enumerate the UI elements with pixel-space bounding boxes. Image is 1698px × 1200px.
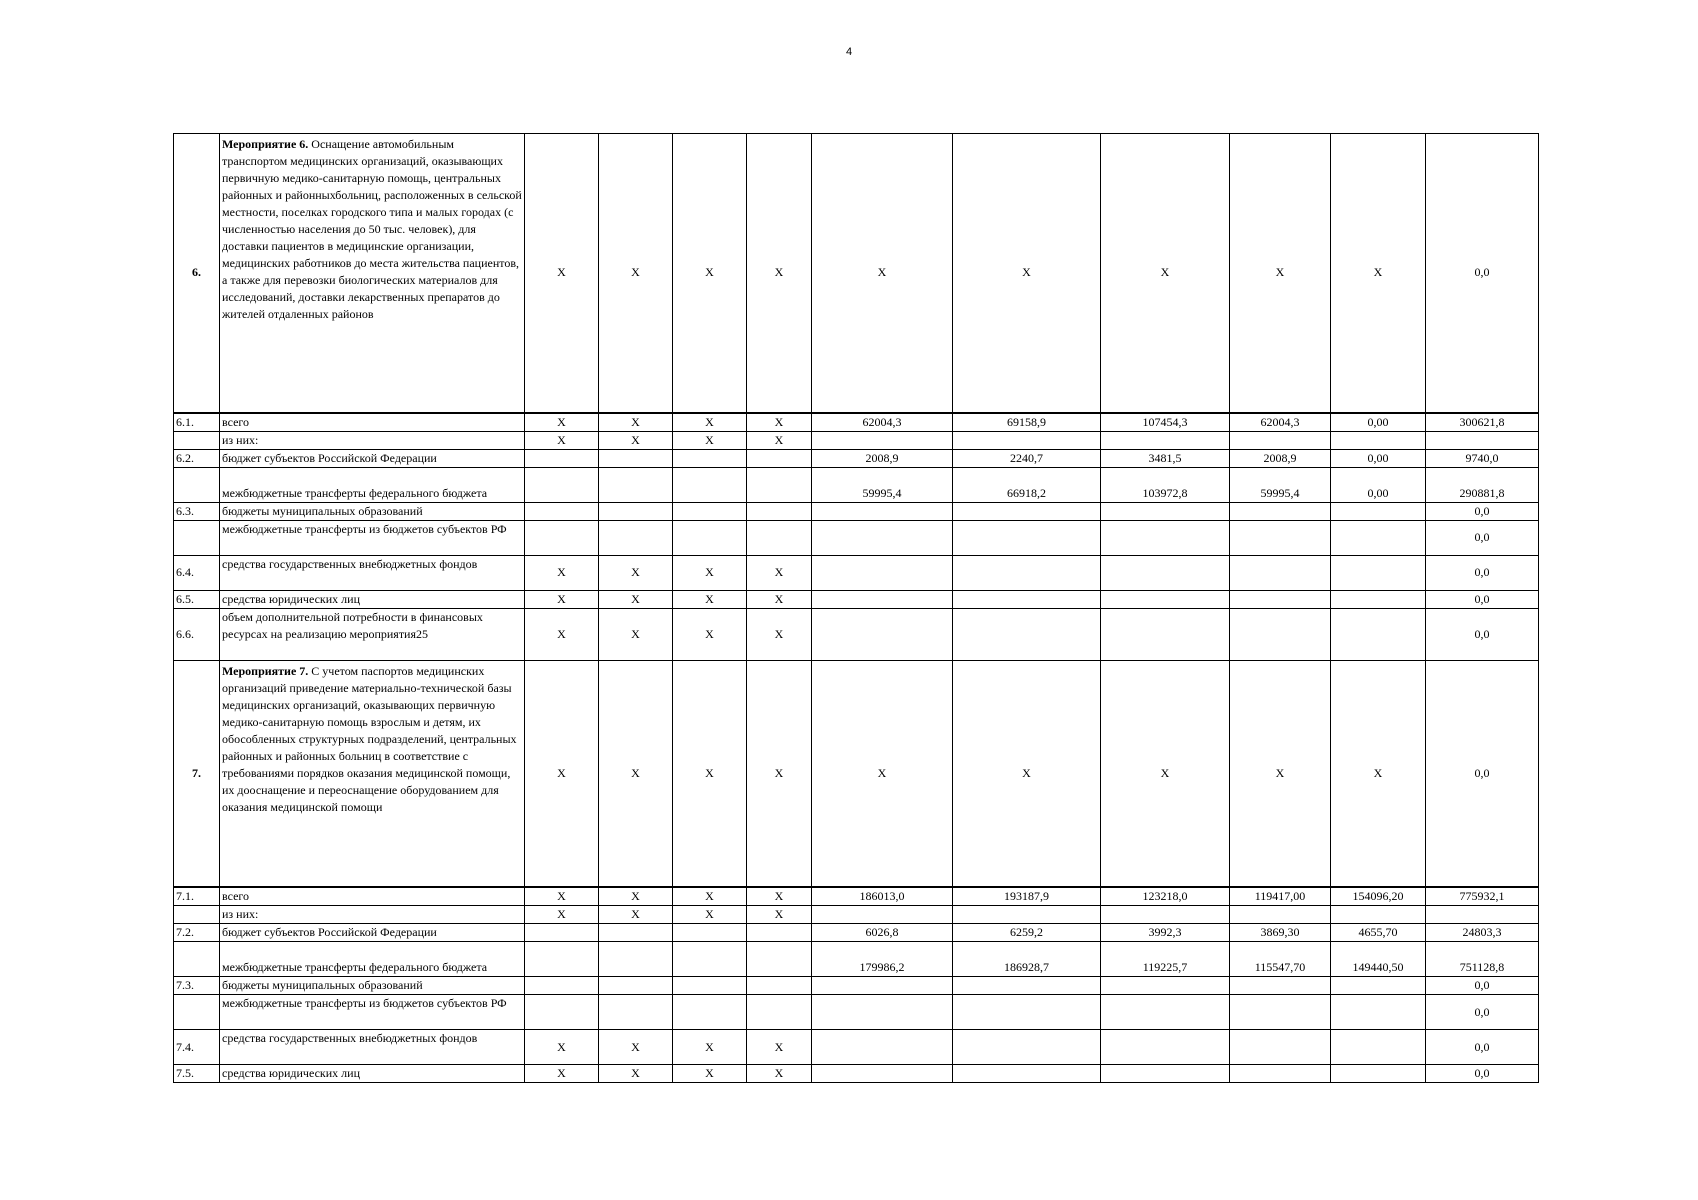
total-cell: 0,0 bbox=[1426, 995, 1539, 1030]
value-cell bbox=[1101, 555, 1230, 590]
x-cell: X bbox=[525, 1065, 599, 1083]
x-cell bbox=[525, 502, 599, 520]
x-cell: X bbox=[747, 887, 812, 906]
x-cell bbox=[525, 995, 599, 1030]
row-number bbox=[174, 942, 220, 977]
row-label: средства юридических лиц bbox=[220, 1065, 525, 1083]
value-cell: 59995,4 bbox=[1230, 467, 1331, 502]
value-cell bbox=[812, 1030, 953, 1065]
x-cell: X bbox=[525, 555, 599, 590]
row-number: 6.6. bbox=[174, 608, 220, 660]
x-cell bbox=[599, 467, 673, 502]
value-cell: 3869,30 bbox=[1230, 924, 1331, 942]
value-cell: 6259,2 bbox=[953, 924, 1101, 942]
value-cell bbox=[1101, 977, 1230, 995]
value-cell: 119417,00 bbox=[1230, 887, 1331, 906]
value-cell bbox=[812, 906, 953, 924]
value-cell bbox=[1331, 1030, 1426, 1065]
x-cell bbox=[673, 942, 747, 977]
value-cell bbox=[812, 431, 953, 449]
value-cell bbox=[1230, 1065, 1331, 1083]
x-cell: X bbox=[525, 660, 599, 887]
measure-number: 7. bbox=[174, 660, 220, 887]
total-cell: 775932,1 bbox=[1426, 887, 1539, 906]
x-cell bbox=[599, 502, 673, 520]
value-cell bbox=[812, 977, 953, 995]
row-label: всего bbox=[220, 413, 525, 432]
x-cell bbox=[673, 995, 747, 1030]
value-cell bbox=[1230, 995, 1331, 1030]
x-cell: X bbox=[673, 1065, 747, 1083]
x-cell: X bbox=[673, 608, 747, 660]
budget-table bbox=[173, 133, 1539, 1083]
x-cell bbox=[673, 924, 747, 942]
value-cell bbox=[1331, 608, 1426, 660]
value-cell bbox=[1230, 906, 1331, 924]
x-cell: X bbox=[747, 1065, 812, 1083]
value-cell bbox=[812, 520, 953, 555]
x-cell bbox=[525, 467, 599, 502]
value-cell: 0,00 bbox=[1331, 467, 1426, 502]
x-cell: X bbox=[599, 590, 673, 608]
value-cell: 119225,7 bbox=[1101, 942, 1230, 977]
x-cell: X bbox=[747, 906, 812, 924]
value-cell bbox=[953, 906, 1101, 924]
table-row bbox=[174, 555, 1539, 590]
x-cell: X bbox=[747, 555, 812, 590]
x-cell: X bbox=[525, 413, 599, 432]
value-cell: X bbox=[812, 660, 953, 887]
total-cell: 0,0 bbox=[1426, 608, 1539, 660]
value-cell bbox=[1331, 1065, 1426, 1083]
x-cell: X bbox=[525, 134, 599, 413]
total-cell: 751128,8 bbox=[1426, 942, 1539, 977]
measure-row bbox=[174, 134, 1539, 413]
value-cell bbox=[953, 608, 1101, 660]
value-cell: X bbox=[953, 134, 1101, 413]
x-cell bbox=[747, 467, 812, 502]
value-cell: 0,00 bbox=[1331, 413, 1426, 432]
table-row bbox=[174, 1030, 1539, 1065]
value-cell bbox=[953, 1065, 1101, 1083]
total-cell bbox=[1426, 906, 1539, 924]
total-cell: 0,0 bbox=[1426, 590, 1539, 608]
value-cell: X bbox=[812, 134, 953, 413]
value-cell: 62004,3 bbox=[1230, 413, 1331, 432]
value-cell bbox=[1230, 502, 1331, 520]
value-cell: 149440,50 bbox=[1331, 942, 1426, 977]
table-row bbox=[174, 608, 1539, 660]
row-label: средства государственных внебюджетных фондов bbox=[220, 1030, 525, 1065]
value-cell: 6026,8 bbox=[812, 924, 953, 942]
value-cell: 59995,4 bbox=[812, 467, 953, 502]
x-cell bbox=[599, 924, 673, 942]
value-cell bbox=[1230, 977, 1331, 995]
value-cell bbox=[812, 502, 953, 520]
x-cell: X bbox=[599, 413, 673, 432]
total-cell: 0,0 bbox=[1426, 555, 1539, 590]
table-row bbox=[174, 413, 1539, 432]
value-cell bbox=[1230, 608, 1331, 660]
value-cell bbox=[812, 590, 953, 608]
value-cell bbox=[1230, 431, 1331, 449]
table-row bbox=[174, 590, 1539, 608]
measure-row bbox=[174, 660, 1539, 887]
value-cell bbox=[1101, 995, 1230, 1030]
value-cell: 0,00 bbox=[1331, 449, 1426, 467]
x-cell bbox=[525, 942, 599, 977]
x-cell: X bbox=[673, 413, 747, 432]
x-cell bbox=[673, 467, 747, 502]
value-cell bbox=[1101, 431, 1230, 449]
table-row bbox=[174, 942, 1539, 977]
x-cell: X bbox=[673, 590, 747, 608]
x-cell bbox=[747, 942, 812, 977]
value-cell bbox=[812, 555, 953, 590]
measure-title: Мероприятие 6. bbox=[222, 137, 309, 151]
row-number: 6.1. bbox=[174, 413, 220, 432]
value-cell: 186013,0 bbox=[812, 887, 953, 906]
x-cell: X bbox=[599, 660, 673, 887]
total-cell bbox=[1426, 431, 1539, 449]
measure-description bbox=[220, 134, 525, 413]
value-cell bbox=[953, 555, 1101, 590]
x-cell bbox=[747, 924, 812, 942]
x-cell bbox=[673, 520, 747, 555]
total-cell: 24803,3 bbox=[1426, 924, 1539, 942]
value-cell bbox=[1230, 555, 1331, 590]
row-label: межбюджетные трансферты из бюджетов субъектов РФ bbox=[220, 995, 525, 1030]
table-row bbox=[174, 924, 1539, 942]
value-cell bbox=[1230, 520, 1331, 555]
value-cell bbox=[1331, 977, 1426, 995]
total-cell: 9740,0 bbox=[1426, 449, 1539, 467]
value-cell bbox=[1230, 1030, 1331, 1065]
x-cell: X bbox=[673, 887, 747, 906]
value-cell: X bbox=[1230, 134, 1331, 413]
table-row bbox=[174, 431, 1539, 449]
value-cell: 69158,9 bbox=[953, 413, 1101, 432]
value-cell: X bbox=[1101, 134, 1230, 413]
total-cell: 0,0 bbox=[1426, 134, 1539, 413]
x-cell bbox=[747, 995, 812, 1030]
row-label: бюджеты муниципальных образований bbox=[220, 977, 525, 995]
row-number: 6.5. bbox=[174, 590, 220, 608]
x-cell bbox=[599, 449, 673, 467]
value-cell bbox=[1331, 590, 1426, 608]
total-cell: 300621,8 bbox=[1426, 413, 1539, 432]
table-row bbox=[174, 520, 1539, 555]
row-number bbox=[174, 520, 220, 555]
row-label: всего bbox=[220, 887, 525, 906]
x-cell: X bbox=[747, 413, 812, 432]
value-cell: 154096,20 bbox=[1331, 887, 1426, 906]
value-cell: 66918,2 bbox=[953, 467, 1101, 502]
x-cell: X bbox=[673, 1030, 747, 1065]
x-cell bbox=[747, 502, 812, 520]
x-cell: X bbox=[673, 906, 747, 924]
table-row bbox=[174, 977, 1539, 995]
x-cell bbox=[525, 977, 599, 995]
row-number: 7.2. bbox=[174, 924, 220, 942]
x-cell: X bbox=[525, 887, 599, 906]
x-cell: X bbox=[599, 887, 673, 906]
x-cell: X bbox=[673, 134, 747, 413]
value-cell bbox=[953, 520, 1101, 555]
total-cell: 0,0 bbox=[1426, 520, 1539, 555]
x-cell: X bbox=[599, 608, 673, 660]
x-cell bbox=[599, 520, 673, 555]
value-cell: X bbox=[1331, 134, 1426, 413]
value-cell bbox=[1331, 995, 1426, 1030]
row-number: 7.1. bbox=[174, 887, 220, 906]
measure-title: Мероприятие 7. bbox=[222, 663, 309, 678]
value-cell bbox=[1331, 502, 1426, 520]
total-cell: 0,0 bbox=[1426, 977, 1539, 995]
row-number bbox=[174, 467, 220, 502]
row-label: межбюджетные трансферты из бюджетов субъектов РФ bbox=[220, 520, 525, 555]
value-cell bbox=[1230, 590, 1331, 608]
value-cell: 2008,9 bbox=[812, 449, 953, 467]
row-number bbox=[174, 906, 220, 924]
value-cell: 107454,3 bbox=[1101, 413, 1230, 432]
row-label: межбюджетные трансферты федерального бюджета bbox=[220, 467, 525, 502]
x-cell bbox=[747, 449, 812, 467]
total-cell: 0,0 bbox=[1426, 1065, 1539, 1083]
row-number: 6.4. bbox=[174, 555, 220, 590]
x-cell: X bbox=[599, 431, 673, 449]
value-cell: 186928,7 bbox=[953, 942, 1101, 977]
value-cell: 62004,3 bbox=[812, 413, 953, 432]
total-cell: 0,0 bbox=[1426, 502, 1539, 520]
x-cell: X bbox=[525, 431, 599, 449]
measure-text: Оснащение автомобильным транспортом медицинских организаций, оказывающих первичную медико-санитарную помощь, центральных районных и районныхбольниц, расположенных в сельской местности, поселках городского типа и малых городах (с численностью населения до 50 тыс. человек), для доставки пациентов в медицинские организации, медицинских работников до места жительства пациентов, а также для перевозки биологических материалов для исследований, доставки лекарственных препаратов до жителей отдаленных районов bbox=[222, 137, 522, 321]
value-cell bbox=[812, 995, 953, 1030]
x-cell bbox=[525, 449, 599, 467]
x-cell: X bbox=[599, 1030, 673, 1065]
row-label: бюджет субъектов Российской Федерации bbox=[220, 449, 525, 467]
row-number: 7.3. bbox=[174, 977, 220, 995]
table-row bbox=[174, 449, 1539, 467]
value-cell: 2008,9 bbox=[1230, 449, 1331, 467]
row-label: средства юридических лиц bbox=[220, 590, 525, 608]
row-number: 7.4. bbox=[174, 1030, 220, 1065]
measure-number: 6. bbox=[174, 134, 220, 413]
row-label: объем дополнительной потребности в финансовых ресурсах на реализацию мероприятия25 bbox=[220, 608, 525, 660]
row-label: из них: bbox=[220, 906, 525, 924]
row-label: бюджеты муниципальных образований bbox=[220, 502, 525, 520]
value-cell bbox=[1331, 906, 1426, 924]
value-cell: 193187,9 bbox=[953, 887, 1101, 906]
value-cell: X bbox=[1331, 660, 1426, 887]
page-number: 4 bbox=[845, 46, 853, 58]
row-number: 7.5. bbox=[174, 1065, 220, 1083]
value-cell: 3992,3 bbox=[1101, 924, 1230, 942]
value-cell bbox=[1331, 431, 1426, 449]
x-cell: X bbox=[599, 134, 673, 413]
x-cell: X bbox=[599, 555, 673, 590]
x-cell: X bbox=[747, 590, 812, 608]
value-cell bbox=[953, 1030, 1101, 1065]
row-number bbox=[174, 431, 220, 449]
table-row bbox=[174, 995, 1539, 1030]
x-cell bbox=[747, 977, 812, 995]
value-cell: X bbox=[1101, 660, 1230, 887]
measure-description bbox=[220, 660, 525, 887]
row-label: средства государственных внебюджетных фондов bbox=[220, 555, 525, 590]
value-cell bbox=[953, 590, 1101, 608]
x-cell: X bbox=[525, 590, 599, 608]
total-cell: 0,0 bbox=[1426, 1030, 1539, 1065]
x-cell: X bbox=[673, 660, 747, 887]
x-cell: X bbox=[525, 608, 599, 660]
total-cell: 0,0 bbox=[1426, 660, 1539, 887]
x-cell bbox=[525, 520, 599, 555]
table-row bbox=[174, 467, 1539, 502]
value-cell: 103972,8 bbox=[1101, 467, 1230, 502]
value-cell bbox=[1101, 590, 1230, 608]
value-cell: 4655,70 bbox=[1331, 924, 1426, 942]
x-cell bbox=[747, 520, 812, 555]
value-cell bbox=[812, 608, 953, 660]
x-cell: X bbox=[747, 608, 812, 660]
table-body bbox=[174, 134, 1539, 1083]
x-cell bbox=[673, 449, 747, 467]
value-cell: 123218,0 bbox=[1101, 887, 1230, 906]
x-cell: X bbox=[747, 134, 812, 413]
value-cell bbox=[1101, 1030, 1230, 1065]
total-cell: 290881,8 bbox=[1426, 467, 1539, 502]
x-cell: X bbox=[673, 555, 747, 590]
x-cell: X bbox=[599, 906, 673, 924]
value-cell bbox=[1101, 906, 1230, 924]
value-cell: 2240,7 bbox=[953, 449, 1101, 467]
value-cell bbox=[1101, 520, 1230, 555]
x-cell bbox=[599, 995, 673, 1030]
value-cell: 179986,2 bbox=[812, 942, 953, 977]
x-cell bbox=[599, 942, 673, 977]
value-cell bbox=[953, 995, 1101, 1030]
x-cell bbox=[673, 502, 747, 520]
x-cell bbox=[673, 977, 747, 995]
x-cell: X bbox=[747, 1030, 812, 1065]
value-cell: X bbox=[1230, 660, 1331, 887]
row-number: 6.2. bbox=[174, 449, 220, 467]
value-cell bbox=[812, 1065, 953, 1083]
table-row bbox=[174, 906, 1539, 924]
value-cell bbox=[1101, 502, 1230, 520]
x-cell bbox=[599, 977, 673, 995]
value-cell bbox=[953, 977, 1101, 995]
value-cell bbox=[1331, 520, 1426, 555]
row-label: межбюджетные трансферты федерального бюджета bbox=[220, 942, 525, 977]
value-cell: X bbox=[953, 660, 1101, 887]
x-cell bbox=[525, 924, 599, 942]
row-number bbox=[174, 995, 220, 1030]
table-row bbox=[174, 1065, 1539, 1083]
value-cell bbox=[1331, 555, 1426, 590]
row-label: из них: bbox=[220, 431, 525, 449]
value-cell: 3481,5 bbox=[1101, 449, 1230, 467]
table-row bbox=[174, 887, 1539, 906]
value-cell bbox=[953, 502, 1101, 520]
row-label: бюджет субъектов Российской Федерации bbox=[220, 924, 525, 942]
row-number: 6.3. bbox=[174, 502, 220, 520]
x-cell: X bbox=[525, 1030, 599, 1065]
x-cell: X bbox=[747, 660, 812, 887]
x-cell: X bbox=[525, 906, 599, 924]
value-cell bbox=[1101, 1065, 1230, 1083]
x-cell: X bbox=[673, 431, 747, 449]
value-cell bbox=[1101, 608, 1230, 660]
measure-text: С учетом паспортов медицинских организаций приведение материально-технической базы медицинских организаций, оказывающих первичную медико-санитарную помощь взрослым и детям, их обособленных структурных подразделений, центральных районных и районных больниц в соответствие с требованиями порядков оказания медицинской помощи, их дооснащение и переоснащение оборудованием для оказания медицинской помощи bbox=[222, 663, 517, 814]
value-cell bbox=[953, 431, 1101, 449]
x-cell: X bbox=[747, 431, 812, 449]
x-cell: X bbox=[599, 1065, 673, 1083]
value-cell: 115547,70 bbox=[1230, 942, 1331, 977]
table-row bbox=[174, 502, 1539, 520]
